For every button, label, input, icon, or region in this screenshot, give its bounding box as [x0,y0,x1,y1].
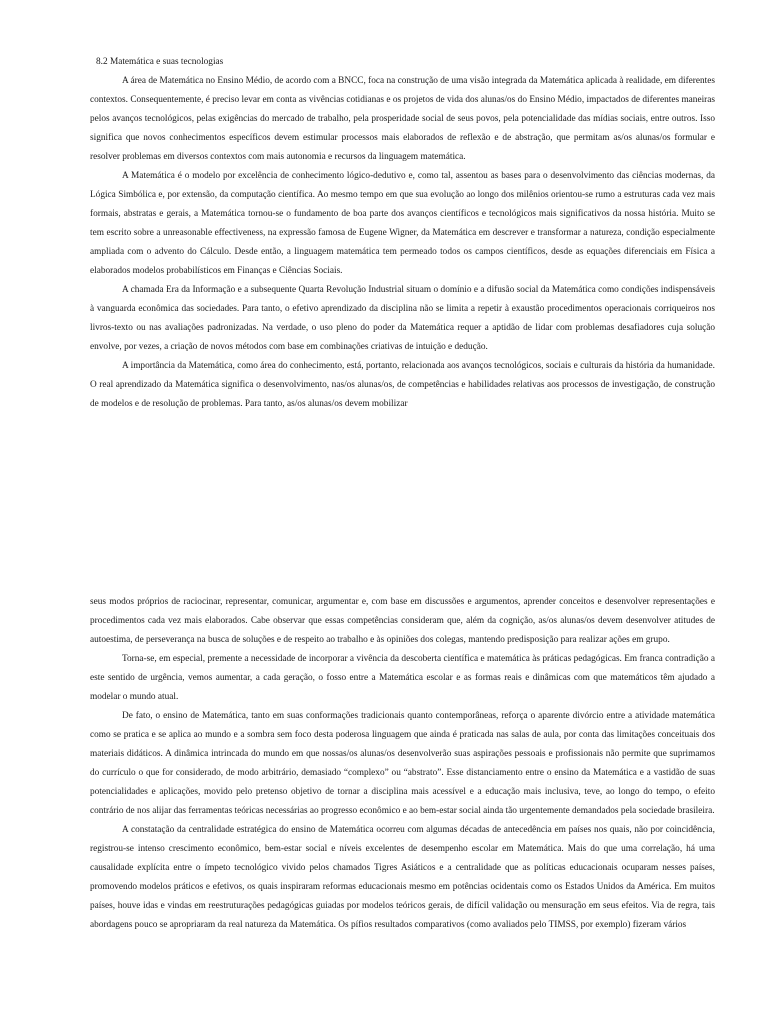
paragraph: A importância da Matemática, como área do conhecimento, está, portanto, relacionada aos avanços tecnológicos, sociais e culturais da história da humanidade. O real aprendizado da Matemática significa o desenvolvimento, nas/os alunas/os, de competências e habilidades relativas aos processos de investigação, de construção de modelos e de resolução de problemas. Para tanto, as/os alunas/os devem mobilizar [90,361,715,409]
text-block-top [90,53,715,414]
section-heading: 8.2 Matemática e suas tecnologias [96,57,224,67]
paragraph: A área de Matemática no Ensino Médio, de acordo com a BNCC, foca na construção de uma visão integrada da Matemática aplicada à realidade, em diferentes contextos. Consequentemente, é preciso levar em conta as vivências cotidianas e os projetos de vida dos alunas/os do Ensino Médio, impactados de diferentes maneiras pelos avanços tecnológicos, pelas exigências do mercado de trabalho, pela prosperidade social de seus povos, pela potencialidade das mídias sociais, entre outros. Isso significa que novos conhecimentos específicos devem estimular processos mais elaborados de reflexão e de abstração, que permitam as/os alunas/os formular e resolver problemas em diversos contextos com mais autonomia e recursos da linguagem matemática. [90,76,715,162]
paragraph-continuation: seus modos próprios de raciocinar, representar, comunicar, argumentar e, com base em discussões e argumentos, aprender conceitos e desenvolver representações e procedimentos cada vez mais elaborados. Cabe observar que essas competências consideram que, além da cognição, as/os alunas/os devem desenvolver atitudes de autoestima, de perseverança na busca de soluções e de respeito ao trabalho e às opiniões dos colegas, mantendo predisposição para realizar ações em grupo. [90,597,715,645]
paragraph: De fato, o ensino de Matemática, tanto em suas conformações tradicionais quanto contemporâneas, reforça o aparente divórcio entre a atividade matemática como se pratica e se aplica ao mundo e a sombra sem foco desta poderosa linguagem que ainda é praticada nas salas de aula, por conta das limitações conceituais dos materiais didáticos. A dinâmica intrincada do mundo em que nossas/os alunas/os desenvolverão suas aspirações pessoais e profissionais não permite que suprimamos do currículo o que for considerado, de modo arbitrário, demasiado “complexo” ou “abstrato”. Esse distanciamento entre o ensino da Matemática e a vastidão de suas potencialidades e aplicações, movido pelo pretenso objetivo de tornar a disciplina mais acessível e a educação mais inclusiva, teve, ao longo do tempo, o efeito contrário de nos alijar das ferramentas teóricas necessárias ao progresso econômico e ao bem-estar social ainda tão urgentemente demandados pela sociedade brasileira. [90,711,715,816]
paragraph: Torna-se, em especial, premente a necessidade de incorporar a vivência da descoberta científica e matemática às práticas pedagógicas. Em franca contradição a este sentido de urgência, vemos aumentar, a cada geração, o fosso entre a Matemática escolar e as formas reais e dinâmicas com que matemáticos têm ajudado a modelar o mundo atual. [90,654,715,702]
paragraph: A chamada Era da Informação e a subsequente Quarta Revolução Industrial situam o domínio e a difusão social da Matemática como condições indispensáveis à vanguarda econômica das sociedades. Para tanto, o efetivo aprendizado da disciplina não se limita a repetir à exaustão procedimentos operacionais corriqueiros nos livros-texto ou nas avaliações padronizadas. Na verdade, o uso pleno do poder da Matemática requer a aptidão de lidar com problemas desafiadores cuja solução envolve, por vezes, a criação de novos métodos com base em combinações criativas de intuição e dedução. [90,285,715,352]
text-block-bottom [90,593,715,935]
paragraph: A Matemática é o modelo por excelência de conhecimento lógico-dedutivo e, como tal, assentou as bases para o desenvolvimento das ciências modernas, da Lógica Simbólica e, por extensão, da computação científica. Ao mesmo tempo em que sua evolução ao longo dos milênios orientou-se rumo a estruturas cada vez mais formais, abstratas e gerais, a Matemática tornou-se o fundamento de boa parte dos avanços científicos e tecnológicos mais significativos da nossa história. Muito se tem escrito sobre a unreasonable effectiveness, na expressão famosa de Eugene Wigner, da Matemática em descrever e transformar a natureza, condição especialmente ampliada com o advento do Cálculo. Desde então, a linguagem matemática tem permeado todos os campos científicos, desde as equações diferenciais em Física a elaborados modelos probabilísticos em Finanças e Ciências Sociais. [90,171,715,276]
paragraph: A constatação da centralidade estratégica do ensino de Matemática ocorreu com algumas décadas de antecedência em países nos quais, não por coincidência, registrou-se intenso crescimento econômico, bem-estar social e níveis excelentes de desempenho escolar em Matemática. Mais do que uma correlação, há uma causalidade explícita entre o ímpeto tecnológico vivido pelos chamados Tigres Asiáticos e a centralidade que as políticas educacionais ocuparam nesses países, promovendo modelos práticos e efetivos, os quais inspiraram reformas educacionais mesmo em potências ocidentais como os Estados Unidos da América. Em muitos países, houve idas e vindas em reestruturações pedagógicas guiadas por modelos teóricos gerais, de difícil validação ou mensuração em seus efeitos. Via de regra, tais abordagens pouco se apropriaram da real natureza da Matemática. Os pífios resultados comparativos (como avaliados pelo TIMSS, por exemplo) fizeram vários [90,825,715,930]
